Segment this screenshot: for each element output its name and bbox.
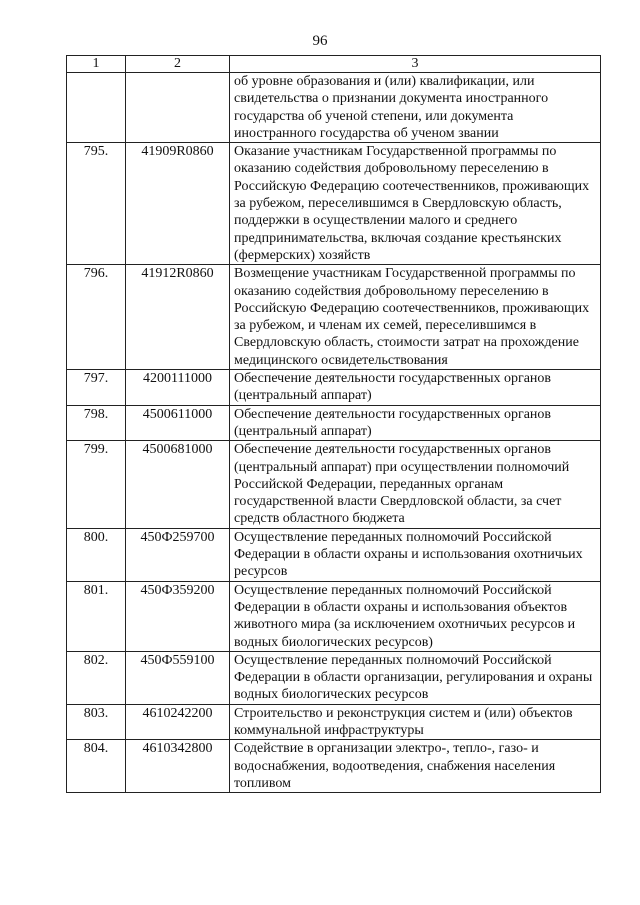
row-description: Обеспечение деятельности государственных органов (центральный аппарат) — [230, 405, 601, 441]
row-number: 802. — [67, 651, 126, 704]
row-description: Осуществление переданных полномочий Российской Федерации в области охраны и использования объектов животного мира (за исключением охотничьих ресурсов и водных биологических ресурсов) — [230, 581, 601, 651]
row-number: 800. — [67, 528, 126, 581]
column-header-number: 1 — [67, 56, 126, 73]
row-description: Обеспечение деятельности государственных органов (центральный аппарат) при осуществлении полномочий Российской Федерации, переданных органам государственной власти Свердловской области, за счет средств областного бюджета — [230, 441, 601, 528]
table-row — [67, 581, 601, 651]
table-row — [67, 740, 601, 793]
row-description: Строительство и реконструкция систем и (или) объектов коммунальной инфраструктуры — [230, 704, 601, 740]
row-code: 450Ф259700 — [126, 528, 230, 581]
row-number: 804. — [67, 740, 126, 793]
row-code: 4500681000 — [126, 441, 230, 528]
row-number: 798. — [67, 405, 126, 441]
row-description: Осуществление переданных полномочий Российской Федерации в области организации, регулирования и охраны водных биологических ресурсов — [230, 651, 601, 704]
page-number: 96 — [312, 33, 328, 49]
row-number — [67, 73, 126, 143]
budget-code-table — [66, 55, 601, 793]
row-number: 796. — [67, 265, 126, 370]
row-number: 801. — [67, 581, 126, 651]
column-header-code: 2 — [126, 56, 230, 73]
row-number: 797. — [67, 370, 126, 406]
row-description: об уровне образования и (или) квалификации, или свидетельства о признании документа иностранного государства об ученой степени, или документа иностранного государства об ученом звании — [230, 73, 601, 143]
column-header-description: 3 — [230, 56, 601, 73]
row-code: 41909R0860 — [126, 143, 230, 265]
table-body — [67, 73, 601, 793]
table-row — [67, 441, 601, 528]
row-code: 4500611000 — [126, 405, 230, 441]
table-row — [67, 651, 601, 704]
row-description: Обеспечение деятельности государственных органов (центральный аппарат) — [230, 370, 601, 406]
row-description: Содействие в организации электро-, тепло-, газо- и водоснабжения, водоотведения, снабжения населения топливом — [230, 740, 601, 793]
row-description: Возмещение участникам Государственной программы по оказанию содействия добровольному переселению в Российскую Федерацию соотечественников, проживающих за рубежом, и членам их семей, переселившимся в Свердловскую область, стоимости затрат на прохождение медицинского освидетельствования — [230, 265, 601, 370]
table-row — [67, 370, 601, 406]
row-code: 41912R0860 — [126, 265, 230, 370]
row-number: 795. — [67, 143, 126, 265]
row-code: 450Ф359200 — [126, 581, 230, 651]
table-row — [67, 73, 601, 143]
row-description: Осуществление переданных полномочий Российской Федерации в области охраны и использования охотничьих ресурсов — [230, 528, 601, 581]
row-number: 803. — [67, 704, 126, 740]
row-code — [126, 73, 230, 143]
table-row — [67, 704, 601, 740]
row-description: Оказание участникам Государственной программы по оказанию содействия добровольному переселению в Российскую Федерацию соотечественников, проживающих за рубежом, переселившимся в Свердловскую область, поддержки в осуществлении малого и среднего предпринимательства, включая создание крестьянских (фермерских) хозяйств — [230, 143, 601, 265]
row-code: 4200111000 — [126, 370, 230, 406]
table-row — [67, 143, 601, 265]
row-code: 450Ф559100 — [126, 651, 230, 704]
row-number: 799. — [67, 441, 126, 528]
table-row — [67, 528, 601, 581]
table-header — [67, 56, 601, 73]
table-header-row — [67, 56, 601, 73]
table-row — [67, 405, 601, 441]
row-code: 4610242200 — [126, 704, 230, 740]
table-row — [67, 265, 601, 370]
row-code: 4610342800 — [126, 740, 230, 793]
